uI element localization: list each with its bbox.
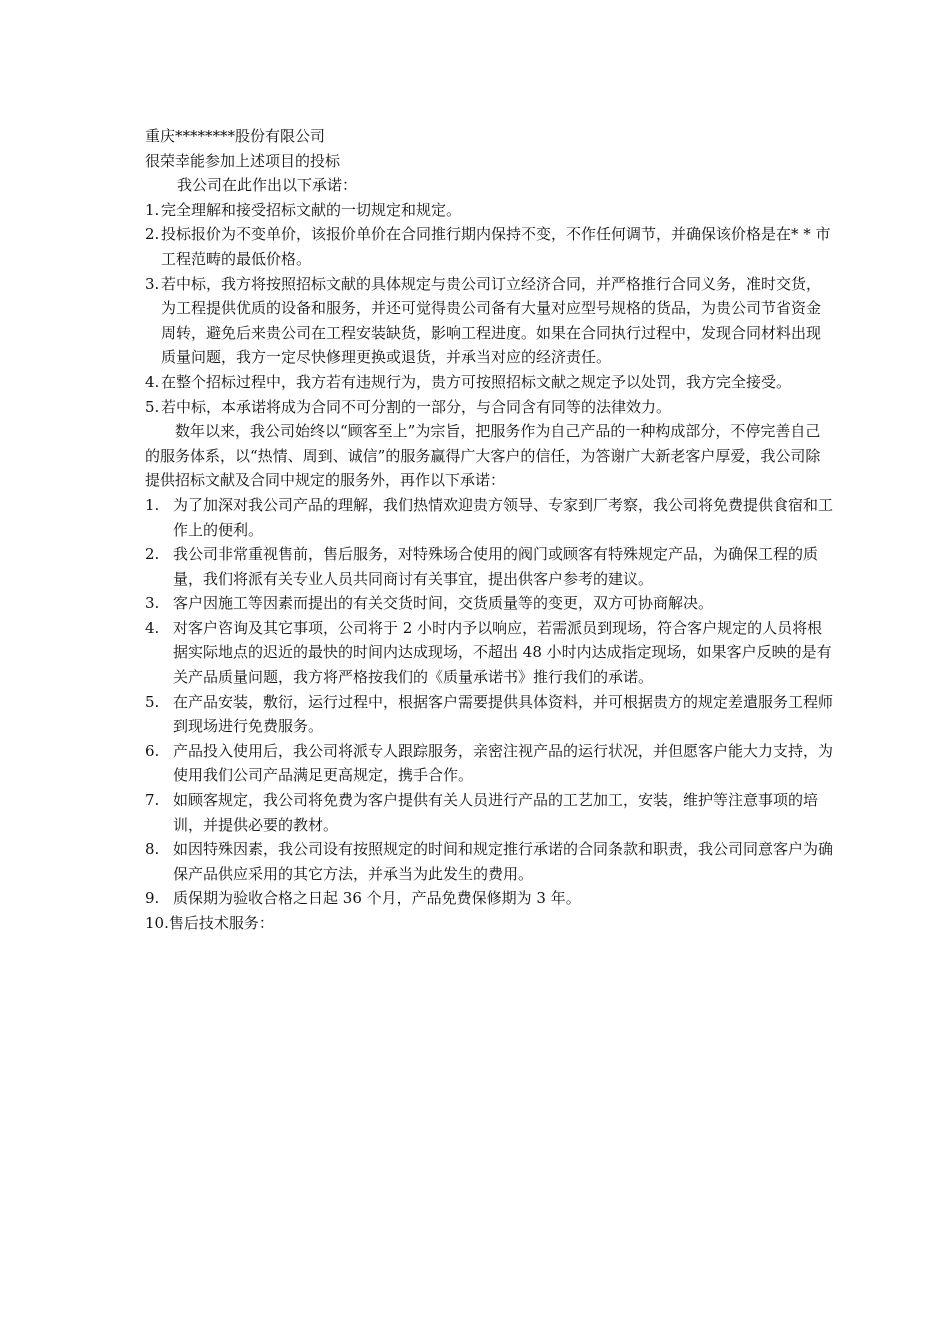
item-text: 我公司非常重视售前，售后服务，对特殊场合使用的阀门或顾客有特殊规定产品，为确保工程的质量，我们将派有关专业人员共同商讨有关事宜，提出供客户参考的建议。 <box>173 545 819 588</box>
item-number: 2. <box>145 225 160 244</box>
item-text: 如因特殊因素，我公司设有按照规定的时间和规定推行承诺的合同条款和职责，我公司同意客户为确保产品供应采用的其它方法，并承当为此发生的费用。 <box>173 840 834 883</box>
item-text: 在整个招标过程中，我方若有违规行为，贵方可按照招标文献之规定予以处罚，我方完全接受。 <box>161 372 792 391</box>
commitment-item <box>145 222 835 271</box>
item-number: 8. <box>145 840 160 859</box>
commitment-item <box>145 370 835 395</box>
item-text: 在产品安装，敷衍，运行过程中，根据客户需要提供具体资料，并可根据贵方的规定差遣服务工程师到现场进行免费服务。 <box>173 692 834 736</box>
item-text: 质保期为验收合格之日起 36 个月，产品免费保修期为 3 年。 <box>173 889 581 908</box>
item-number: 7. <box>145 791 160 810</box>
honor-line: 很荣幸能参加上述项目的投标 <box>145 151 341 170</box>
item-number: 6. <box>145 741 160 760</box>
service-item <box>145 542 835 591</box>
commitment-item <box>145 272 835 370</box>
item-text: 对客户咨询及其它事项，公司将于 2 小时内予以响应，若需派员到现场，符合客户规定的人员将根据实际地点的迟近的最快的时间内达成现场，不超出 48 小时内达成指定现场，如果客户反映的是有关产品质量问题，我方将严格按我们的《质量承诺书》推行我们的承诺。 <box>173 618 832 687</box>
item-text: 若中标，我方将按照招标文献的具体规定与贵公司订立经济合同，并严格推行合同义务，准时交货，为工程提供优质的设备和服务，并还可觉得贵公司备有大量对应型号规格的货品，为贵公司节省资金周转，避免后来贵公司在工程安装缺货，影响工程进度。如果在合同执行过程中，发现合同材料出现质量问题，我方一定尽快修理更换或退货，并承当对应的经济责任。 <box>161 274 822 367</box>
item-text: 完全理解和接受招标文献的一切规定和规定。 <box>161 200 462 219</box>
item-text: 客户因施工等因素而提出的有关交货时间，交货质量等的变更，双方可协商解决。 <box>173 594 714 613</box>
service-list <box>145 493 835 911</box>
service-intro: 数年以来，我公司始终以“顾客至上”为宗旨，把服务作为自己产品的一种构成部分，不停完善自己的服务体系，以“热情、周到、诚信”的服务赢得广大客户的信任，为答谢广大新老客户厚爱，我公司除提供招标文献及合同中规定的服务外，再作以下承诺： <box>145 422 821 490</box>
document-page <box>145 124 835 936</box>
intro-line: 我公司在此作出以下承诺： <box>177 176 358 195</box>
item-number: 5. <box>145 397 160 416</box>
service-item <box>145 616 835 690</box>
item-number: 3. <box>145 274 160 293</box>
item-number: 4. <box>145 618 160 637</box>
item-number: 1. <box>145 200 160 219</box>
commitment-item <box>145 395 835 420</box>
service-item <box>145 788 835 837</box>
service-item <box>145 690 835 739</box>
service-item <box>145 837 835 886</box>
commitment-item <box>145 198 835 223</box>
service-item <box>145 591 835 616</box>
item-text: 如顾客规定，我公司将免费为客户提供有关人员进行产品的工艺加工，安装，维护等注意事项的培训，并提供必要的教材。 <box>173 791 819 834</box>
item-text: 投标报价为不变单价，该报价单价在合同推行期内保持不变，不作任何调节，并确保该价格是在* * 市工程范畴的最低价格。 <box>161 225 831 268</box>
after-sales-heading: 10.售后技术服务： <box>145 914 274 932</box>
item-number: 5. <box>145 692 160 711</box>
item-text: 产品投入使用后，我公司将派专人跟踪服务，亲密注视产品的运行状况，并但愿客户能大力支持，为使用我们公司产品满足更高规定，携手合作。 <box>173 741 834 785</box>
company-name: 重庆********股份有限公司 <box>145 127 326 145</box>
item-text: 为了加深对我公司产品的理解，我们热情欢迎贵方领导、专家到厂考察，我公司将免费提供食宿和工作上的便利。 <box>173 495 834 539</box>
item-number: 3. <box>145 594 160 613</box>
service-item <box>145 739 835 788</box>
commitment-list <box>145 198 835 419</box>
service-item <box>145 886 835 911</box>
item-number: 9. <box>145 889 160 908</box>
item-number: 1. <box>145 495 160 514</box>
item-number: 4. <box>145 372 160 391</box>
item-number: 2. <box>145 545 160 564</box>
item-text: 若中标，本承诺将成为合同不可分割的一部分，与合同含有同等的法律效力。 <box>161 397 672 416</box>
service-item <box>145 493 835 542</box>
